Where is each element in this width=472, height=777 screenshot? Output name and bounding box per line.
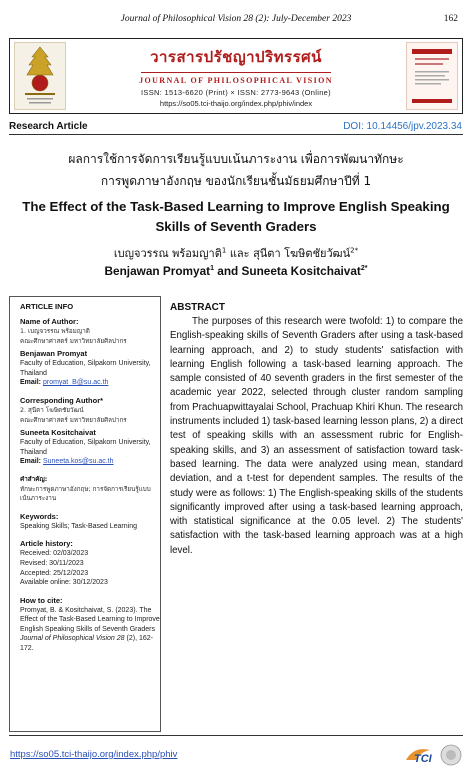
title-thai-line: การพูดภาษาอังกฤษ ของนักเรียนชั้นมัธยมศึกษาปีที่ 1 <box>100 174 372 188</box>
banner-divider <box>141 72 331 73</box>
title-english <box>10 197 462 237</box>
author-name: Benjawan Promyat <box>104 264 211 278</box>
author2-email-row <box>20 457 160 467</box>
journal-issn: ISSN: 1513-6620 (Print) × ISSN: 2773-9643 (Online) <box>141 88 331 97</box>
email-label: Email: <box>20 458 42 466</box>
email-label: Email: <box>20 379 42 387</box>
title-thai <box>10 148 462 192</box>
footer-journal-link[interactable]: https://so05.tci-thaijo.org/index.php/phiv <box>10 749 178 760</box>
title-english-line: The Effect of the Task-Based Learning to Improve English Speaking <box>22 199 450 214</box>
author1-email-link[interactable]: promyat_B@su.ac.th <box>42 379 109 387</box>
journal-banner <box>9 38 463 114</box>
keywords: Speaking Skills; Task-Based Learning <box>20 522 137 530</box>
keywords-thai-label: คำสำคัญ: <box>20 475 48 483</box>
author2-thai-name: 2. สุนีตา โฆษิตชัยวัฒน์ <box>20 406 84 414</box>
author2-faculty: Faculty of Education, Silpakorn University, Thailand <box>20 439 151 456</box>
keywords-label: Keywords: <box>20 511 59 521</box>
author-joiner: และ <box>226 247 254 260</box>
author1-thai-name: 1. เบญจวรรณ พร้อมญาติ <box>20 328 90 335</box>
journal-url[interactable]: https://so05.tci-thaijo.org/index.php/phiv/index <box>159 99 313 108</box>
affiliation-mark: 1 <box>221 246 227 255</box>
affiliation-mark: 2* <box>360 265 368 273</box>
corresponding-author-label: Corresponding Author* <box>20 395 104 405</box>
author-joiner: and <box>213 264 242 278</box>
authors-thai <box>0 244 472 262</box>
author1-email-row <box>20 378 160 388</box>
author-name-label: Name of Author: <box>20 317 79 326</box>
university-seal-logo <box>14 42 66 110</box>
author2-faculty-thai: คณะศึกษาศาสตร์ มหาวิทยาลัยศิลปากร <box>20 416 127 424</box>
bottom-divider <box>9 735 463 736</box>
abstract-section <box>170 302 463 558</box>
running-head: Journal of Philosophical Vision 28 (2): July-December 2023 <box>120 14 352 24</box>
author2-name: Suneeta Kositchaivat <box>20 428 96 438</box>
author-name: เบญจวรรณ พร้อมญาติ <box>113 247 222 260</box>
citation-journal: Journal of Philosophical Vision 28 <box>20 635 125 643</box>
online-date: Available online: 30/12/2023 <box>20 579 108 587</box>
abstract-body: The purposes of this research were twofold: 1) to compare the English-speaking skills of Seventh Graders after using a task-based learning approach, and 2) to study students' satisfaction with learning English following a task-based learning approach. The sample consisted of 40 seventh graders in the first semester of the academic year 2022, selected through cluster random sampling from Prachuapwittayalai School, Prachuap Khiri Khun. The research instruments included 1) task-based learning lesson plans, 2) a direct test of speaking skills with an assessment rubric for English-speaking skills, and 3) an assessment of satisfaction toward task-based learning. The data were analyzed using mean, standard deviation, and a t-test for dependent samples. The results of the study were as follows: 1) The English-speaking skills of the students significantly improved after using a task-based learning approach, with statistical significance at the 0.05 level. 2) The students' satisfaction with the task-based learning approach was at a high level. <box>170 316 463 556</box>
title-thai-line: ผลการใช้การจัดการเรียนรู้แบบเน้นภาระงาน เพื่อการพัฒนาทักษะ <box>68 152 404 166</box>
author1-name: Benjawan Promyat <box>20 349 88 359</box>
journal-title-thai: วารสารปรัชญาปริทรรศน์ <box>150 48 322 66</box>
svg-text:TCI: TCI <box>414 753 432 765</box>
accepted-date: Accepted: 25/12/2023 <box>20 569 89 577</box>
author1-faculty-thai: คณะศึกษาศาสตร์ มหาวิทยาลัยศิลปากร <box>20 337 127 345</box>
revised-date: Revised: 30/11/2023 <box>20 559 84 567</box>
tci-logo <box>404 742 462 768</box>
journal-cover-thumbnail <box>406 42 458 110</box>
author-name: Suneeta Kositchaivat <box>241 264 361 278</box>
citation <box>20 606 160 654</box>
citation-text: Promyat, B. & Kositchaivat, S. (2023). The Effect of the Task-Based Learning to Improve English Speaking Skills of Seventh Graders <box>20 606 160 633</box>
title-english-line: Skills of Seventh Graders <box>155 219 317 234</box>
author-name: สุนีตา โฆษิตชัยวัฒน์ <box>253 247 351 260</box>
received-date: Received: 02/03/2023 <box>20 550 89 558</box>
doi-link[interactable]: DOI: 10.14456/jpv.2023.34 <box>343 121 462 132</box>
page-number: 162 <box>443 14 458 24</box>
citation-tail: (2), 162-172. <box>20 635 153 653</box>
authors-english <box>0 264 472 278</box>
affiliation-mark: 1 <box>210 265 214 273</box>
author2-email-link[interactable]: Suneeta.kos@su.ac.th <box>42 458 114 466</box>
article-info-heading: ARTICLE INFO <box>20 302 74 311</box>
author1-faculty: Faculty of Education, Silpakorn University, Thailand <box>20 360 151 377</box>
keywords-thai: ทักษะการพูดภาษาอังกฤษ; การจัดการเรียนรู้แบบเน้นภาระงาน <box>20 485 151 503</box>
article-info-panel <box>9 296 161 732</box>
article-history-label: Article history: <box>20 539 73 549</box>
affiliation-mark: 2* <box>350 246 359 255</box>
abstract-heading: ABSTRACT <box>170 302 225 313</box>
how-to-cite-label: How to cite: <box>20 595 63 605</box>
top-divider <box>9 134 463 135</box>
journal-title-english: JOURNAL OF PHILOSOPHICAL VISION <box>139 76 333 85</box>
article-type: Research Article <box>9 121 88 132</box>
